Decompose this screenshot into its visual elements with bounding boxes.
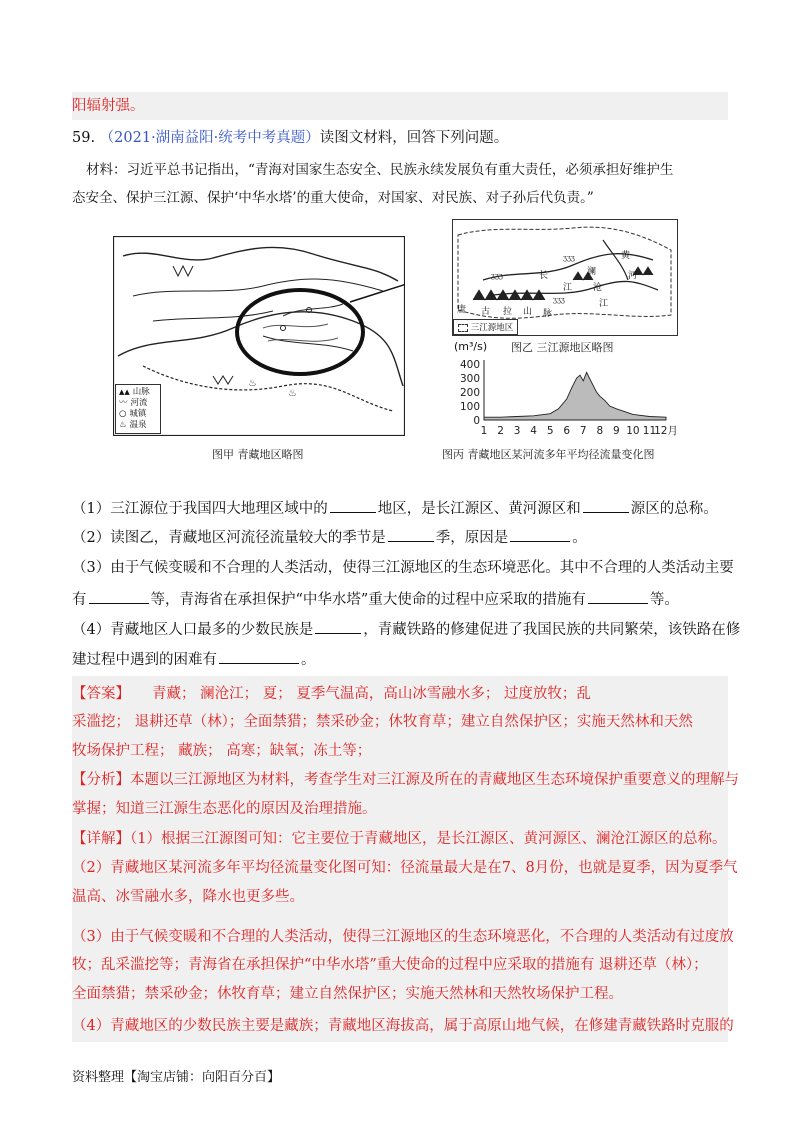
map-b-caption: 图乙 三江源地区略图: [511, 341, 614, 354]
question-number: 59.: [72, 130, 96, 146]
x-tick-label: 10: [626, 425, 640, 437]
detail-para-3-line-3: 全面禁猎；禁采砂金；休牧育草；建立自然保护区；实施天然林和天然牧场保护工程。: [72, 986, 623, 1002]
label-la: 拉: [503, 307, 513, 317]
label-he: 河: [628, 271, 638, 281]
detail-para-2-line-2: 温高、冰雪融水多，降水也更多些。: [72, 889, 304, 905]
question-header: [72, 126, 728, 150]
y-tick-label: 0: [473, 415, 480, 427]
chart-caption: 图丙 青藏地区某河流多年平均径流量变化图: [442, 448, 655, 461]
subquestion-3-line-1: （3）由于气候变暖和不合理的人类活动，使得三江源地区的生态环境恶化。其中不合理的人类活动主要: [72, 560, 734, 576]
x-tick-label: 3: [513, 425, 521, 437]
runoff-area: [484, 372, 666, 420]
legend-river: 〰 河流: [119, 398, 148, 408]
map-a-legend: [115, 384, 161, 434]
svg-text:ʒʒʒ: ʒʒʒ: [491, 272, 503, 280]
legend-mountain: ▲▲ 山脉: [119, 387, 150, 397]
chart-plot: [440, 340, 680, 440]
label-gu: 古: [481, 307, 491, 317]
x-tick-label: 4: [530, 425, 537, 437]
svg-text:ʒʒʒ: ʒʒʒ: [553, 296, 565, 304]
blank-2-2[interactable]: [510, 527, 570, 542]
subquestion-4-line-2: 建过程中遇到的困难有 。: [72, 648, 728, 672]
map-qinghai-tibet: [113, 236, 405, 436]
map-b-drawing: [453, 220, 677, 335]
blank-1-1[interactable]: [330, 498, 376, 513]
runoff-chart: [440, 340, 680, 440]
answer-line-1: 【答案】 青藏； 澜沧江； 夏； 夏季气温高，高山冰雪融水多； 过度放牧；乱: [72, 686, 591, 702]
analysis-line-2: 掌握；知道三江源生态恶化的原因及治理措施。: [72, 801, 377, 817]
subquestion-2: （2）读图乙，青藏地区河流径流量较大的季节是 季，原因是 。: [72, 526, 728, 550]
x-tick-label: 2: [497, 425, 504, 437]
label-tang: 唐: [457, 305, 467, 315]
y-tick-label: 400: [459, 359, 480, 371]
x-tick-label: 11: [642, 425, 657, 437]
detail-para-3-line-1: （3）由于气候变暖和不合理的人类活动，使得三江源地区的生态环境恶化，不合理的人类活动有过度放: [72, 929, 734, 945]
label-chang: 长: [539, 271, 549, 281]
detail-para-3-line-2: 牧；乱采滥挖等；青海省在承担保护“中华水塔”重大使命的过程中应采取的措施有 退耕还草（林）；: [72, 957, 708, 973]
map-sanjiangyuan: [452, 219, 678, 336]
previous-answer-text: 阳辐射强。: [72, 98, 145, 114]
label-jiang-1: 江: [563, 283, 573, 293]
map-b-legend: 三江源地区: [453, 319, 518, 335]
blank-1-2[interactable]: [583, 498, 629, 513]
label-lan: 澜: [587, 267, 597, 277]
chart-unit: (m³/s): [454, 340, 488, 353]
subquestion-4-line-1: （4）青藏地区人口最多的少数民族是 ，青藏铁路的修建促进了我国民族的共同繁荣，该铁路在修: [72, 618, 728, 642]
answer-tag: 【答案】: [72, 686, 130, 702]
x-tick-label: 1: [480, 425, 488, 437]
blank-2-1[interactable]: [388, 527, 434, 542]
footer-source: 资料整理【淘宝店铺：向阳百分百】: [72, 1070, 281, 1085]
detail-para-1: 【详解】（1）根据三江源图可知：它主要位于青藏地区，是长江源区、黄河源区、澜沧江源区的总称。: [72, 831, 727, 847]
legend-town: ○ 城镇: [119, 409, 147, 419]
label-huang: 黄: [621, 251, 631, 261]
svg-text:ʒʒʒ: ʒʒʒ: [563, 254, 575, 262]
answer-line-3: 牧场保护工程； 藏族； 高寒；缺氧；冻土等；: [72, 743, 372, 759]
analysis-line-1: 【分析】本题以三江源地区为材料，考查学生对三江源及所在的青藏地区生态环境保护重要意义的理解与: [72, 772, 739, 788]
material-line-1: 材料：习近平总书记指出，“青海对国家生态安全、民族永续发展负有重大责任，必须承担好维护生: [86, 162, 674, 178]
y-tick-label: 100: [459, 401, 480, 413]
map-a-caption: 图甲 青藏地区略图: [212, 448, 304, 461]
svg-text:♨: ♨: [248, 378, 257, 389]
blank-3-1[interactable]: [89, 589, 149, 604]
x-tick-label: 7: [579, 425, 587, 437]
detail-para-4-line-1: （4）青藏地区的少数民族主要是藏族；青藏地区海拔高，属于高原山地气候，在修建青藏铁路时克服的: [72, 1018, 734, 1034]
blank-4-1[interactable]: [315, 619, 361, 634]
previous-answer-tail: [72, 92, 728, 120]
x-tick-label: 12月: [654, 425, 678, 437]
material-line-2: 态安全、保护三江源、保护‘中华水塔’的重大使命，对国家、对民族、对子孙后代负责。”: [72, 190, 594, 206]
label-mai: 脉: [543, 309, 553, 319]
x-tick-label: 6: [563, 425, 571, 437]
blank-4-2[interactable]: [219, 649, 299, 664]
question-source: （2021·湖南益阳·统考中考真题）: [99, 130, 320, 146]
y-tick-label: 200: [459, 387, 480, 399]
svg-text:♨: ♨: [288, 388, 297, 399]
subquestion-1: （1）三江源位于我国四大地理区域中的 地区，是长江源区、黄河源区和 源区的总称。: [72, 497, 728, 521]
question-prompt: 读图文材料，回答下列问题。: [319, 130, 509, 146]
x-tick-label: 8: [596, 425, 604, 437]
detail-para-2-line-1: （2）青藏地区某河流多年平均径流量变化图可知：径流量最大是在7、8月份，也就是夏季，因为夏季气: [72, 860, 738, 876]
label-jiang-2: 江: [599, 299, 609, 309]
detail-tag: 【详解】: [72, 831, 130, 847]
x-tick-label: 5: [546, 425, 554, 437]
y-tick-label: 300: [459, 373, 480, 385]
blank-3-2[interactable]: [588, 589, 648, 604]
answer-line-2: 采滥挖； 退耕还草（林）；全面禁猎；禁采砂金；休牧育草；建立自然保护区；实施天然林和天然: [72, 714, 693, 730]
label-cang: 沧: [593, 283, 603, 293]
legend-hotspring: ♨ 温泉: [119, 420, 147, 430]
subquestion-3-line-2: 有 等，青海省在承担保护“中华水塔”重大使命的过程中应采取的措施有 等。: [72, 588, 728, 612]
label-shan: 山: [523, 307, 533, 317]
x-tick-label: 9: [613, 425, 620, 437]
analysis-tag: 【分析】: [72, 772, 130, 788]
